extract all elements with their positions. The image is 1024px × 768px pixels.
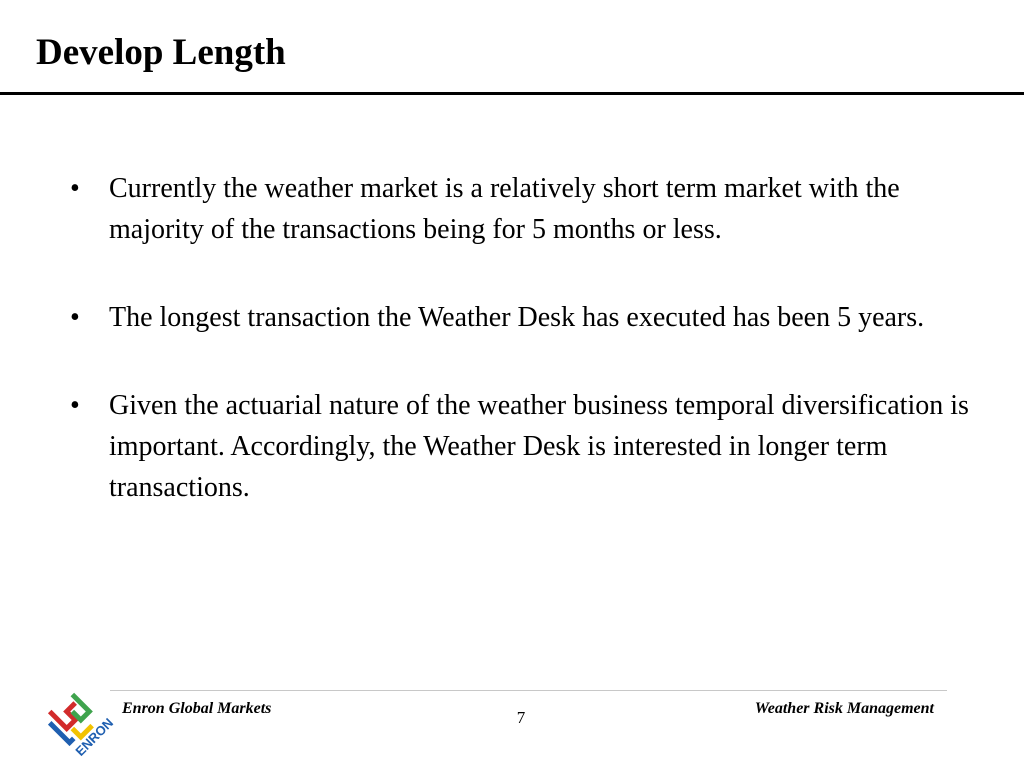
enron-logo-graphic — [34, 676, 122, 764]
footer-department: Weather Risk Management — [754, 700, 934, 717]
logo-wordmark: ENRON — [72, 715, 117, 759]
bullet-item — [70, 168, 970, 250]
footer-company: Enron Global Markets — [122, 700, 272, 717]
bullet-mark: • — [70, 173, 80, 204]
bullet-item — [70, 297, 970, 338]
bullet-text: The longest transaction the Weather Desk has executed has been 5 years. — [109, 302, 925, 333]
bullet-text: Currently the weather market is a relatively short term market with the majority of the transactions being for 5 months or less. — [109, 173, 900, 245]
enron-logo-icon — [34, 676, 122, 764]
bullet-item — [70, 385, 970, 508]
slide-title: Develop Length — [36, 32, 286, 73]
title-divider — [0, 92, 1024, 95]
footer-divider — [110, 690, 947, 691]
page-number: 7 — [516, 708, 526, 727]
bullet-list — [70, 168, 970, 555]
bullet-mark: • — [70, 390, 80, 421]
bullet-text: Given the actuarial nature of the weather business temporal diversification is important. Accordingly, the Weather Desk is interested in longer term transactions. — [109, 390, 969, 503]
bullet-mark: • — [70, 302, 80, 333]
